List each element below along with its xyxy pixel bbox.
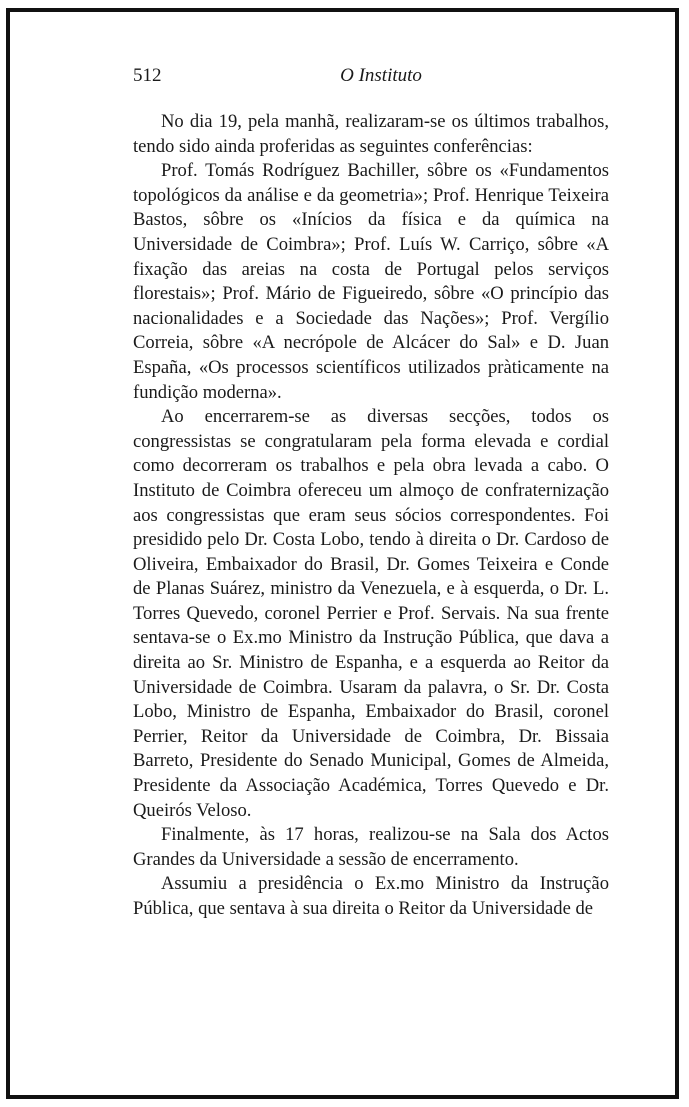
paragraph-closing-session: Finalmente, às 17 horas, realizou-se na Sala dos Actos Grandes da Universidade a sessão de encerramento. — [133, 824, 609, 870]
page-header — [133, 65, 609, 89]
paragraph-conference-list: Prof. Tomás Rodríguez Bachiller, sôbre os «Fundamentos topológicos da análise e da geometria»; Prof. Henrique Teixeira Bastos, sôbre os «Inícios da física e da química na Universidade de Coimbra»; Prof. Luís W. Carriço, sôbre «A fixação das areias na costa de Portugal pelos serviços florestais»; Prof. Mário de Figueiredo, sôbre «O princípio das nacionalidades e a Sociedade das Nações»; Prof. Vergílio Correia, sôbre «A necrópole de Alcácer do Sal» e D. Juan España, «Os processos scientíficos utilizados pràticamente na fundição moderna». — [133, 160, 609, 403]
running-title: O Instituto — [340, 65, 422, 86]
paragraph-conferences-intro: No dia 19, pela manhã, realizaram-se os últimos trabalhos, tendo sido ainda proferidas as seguintes conferências: — [133, 111, 609, 157]
paragraph-presidency: Assumiu a presidência o Ex.mo Ministro da Instrução Pública, que sentava à sua direita o Reitor da Universidade de — [133, 873, 609, 919]
paragraph-closing-lunch: Ao encerrarem-se as diversas secções, todos os congressistas se congratularam pela forma elevada e cordial como decorreram os trabalhos e pela obra levada a cabo. O Instituto de Coimbra ofereceu um almoço de confraternização aos congressistas que eram seus sócios correspondentes. Foi presidido pelo Dr. Costa Lobo, tendo à direita o Dr. Cardoso de Oliveira, Embaixador do Brasil, Dr. Gomes Teixeira e Conde de Planas Suárez, ministro da Venezuela, e à esquerda, o Dr. L. Torres Quevedo, coronel Perrier e Prof. Servais. Na sua frente sentava-se o Ex.mo Ministro da Instrução Pública, que dava a direita ao Sr. Ministro de Espanha, e a esquerda ao Reitor da Universidade de Coimbra. Usaram da palavra, o Sr. Dr. Costa Lobo, Ministro de Espanha, Embaixador do Brasil, coronel Perrier, Reitor da Universidade de Coimbra, Dr. Bissaia Barreto, Presidente do Senado Municipal, Gomes de Almeida, Presidente da Associação Académica, Torres Quevedo e Dr. Queirós Veloso. — [133, 406, 609, 821]
page-number: 512 — [133, 65, 162, 86]
body-text — [133, 110, 609, 922]
